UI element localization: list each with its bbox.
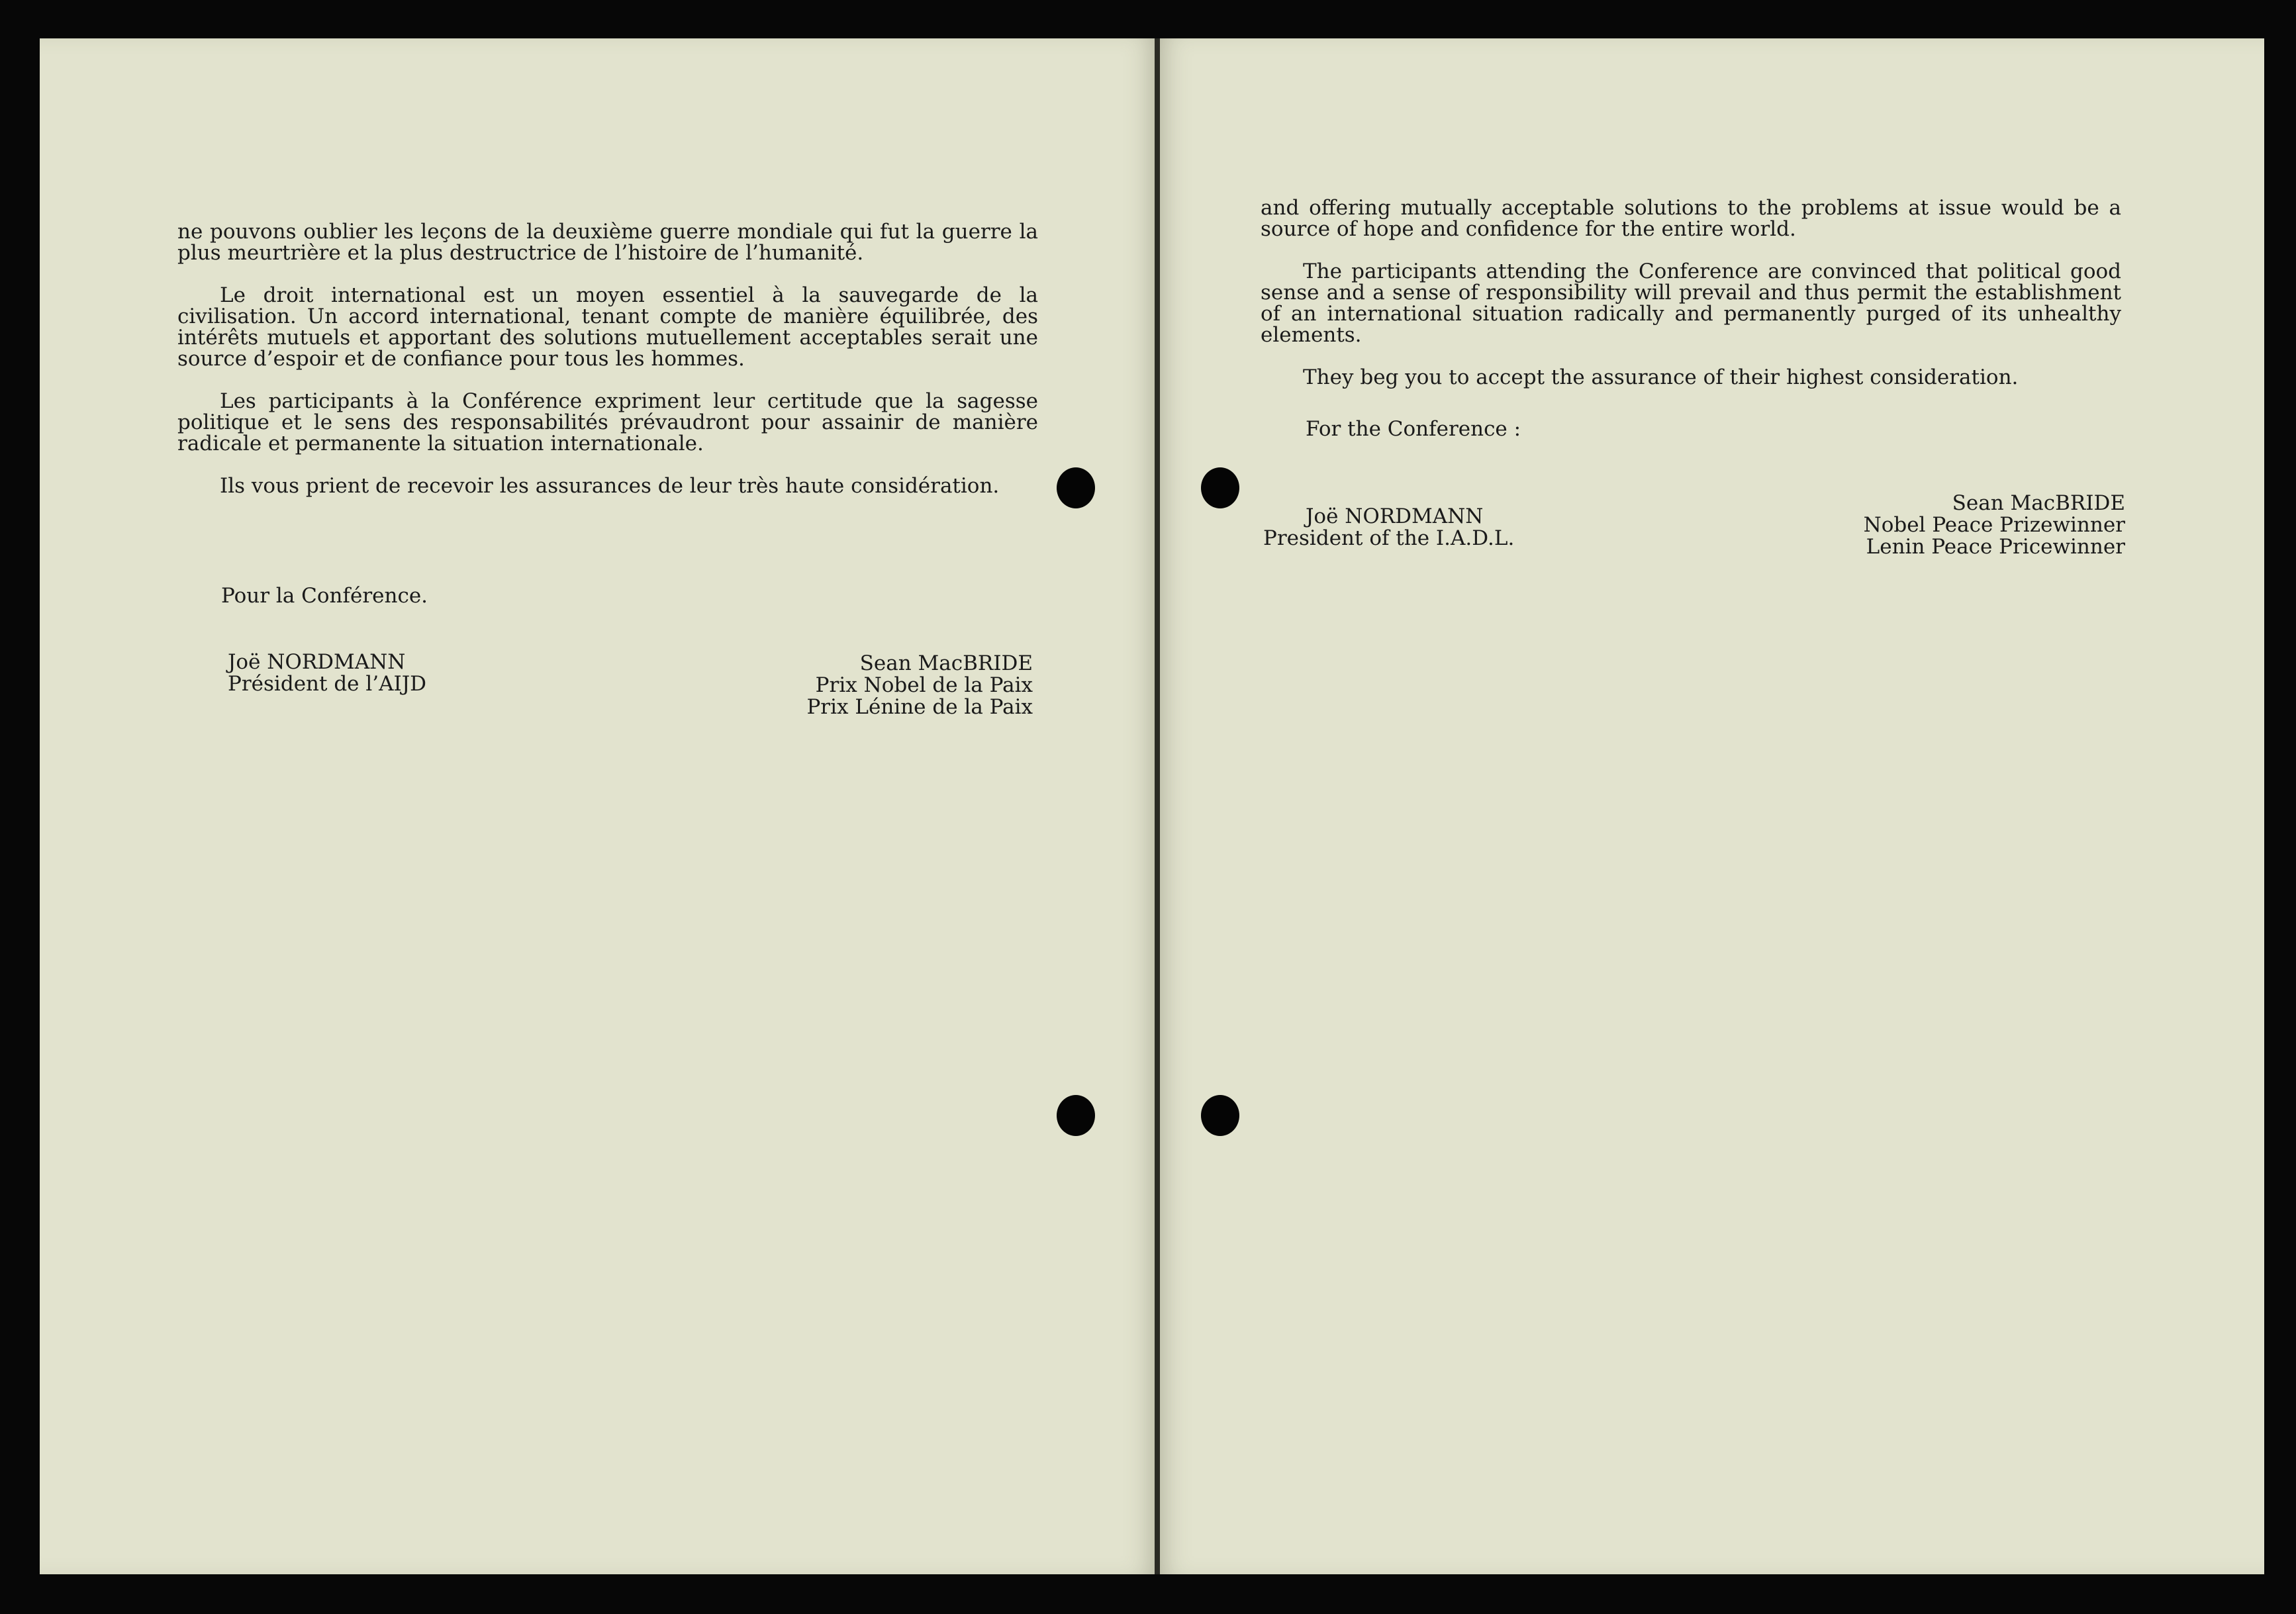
- signatory-title: Lenin Peace Pricewinner: [1866, 535, 2125, 559]
- left-paragraph-3: Les participants à la Conférence expriment leur certitude que la sagesse politique et le sens des responsabilités prévaudront pour assainir de manière radicale et permanente la situation internationale.: [177, 389, 1038, 455]
- binder-hole: [1201, 1095, 1239, 1136]
- signatory-title: Nobel Peace Prizewinner: [1863, 513, 2125, 537]
- signatory-title: Prix Nobel de la Paix: [815, 673, 1033, 697]
- left-paragraph-1: ne pouvons oublier les leçons de la deuxième guerre mondiale qui fut la guerre la plus meurtrière et la plus destructrice de l’histoire de l’humanité.: [177, 220, 1038, 265]
- binder-hole: [1057, 467, 1095, 508]
- left-text-block: [177, 221, 1038, 497]
- signatory-title: Président de l’AIJD: [228, 672, 427, 696]
- left-paragraph-4: Ils vous prient de recevoir les assurances de leur très haute considération.: [220, 474, 1000, 498]
- signatory-title: President of the I.A.D.L.: [1263, 526, 1515, 550]
- right-paragraph-2: The participants attending the Conference are convinced that political good sense and a sense of responsibility will prevail and thus permit the establishment of an international situation radically and permanently purged of its unhealthy elements.: [1261, 260, 2121, 347]
- signatory-name: Sean MacBRIDE: [859, 651, 1033, 675]
- left-signatory-nordmann: [228, 651, 426, 695]
- signatory-name: Joë NORDMANN: [228, 650, 406, 674]
- left-signatory-macbride: [741, 653, 1033, 718]
- binder-hole: [1057, 1095, 1095, 1136]
- right-signatory-nordmann: [1263, 506, 1514, 549]
- left-closing: Pour la Conférence.: [221, 584, 428, 608]
- right-paragraph-3: They beg you to accept the assurance of their highest consideration.: [1303, 365, 2019, 389]
- right-signatory-macbride: [1788, 493, 2125, 558]
- right-closing: For the Conference :: [1306, 417, 1521, 441]
- right-paragraph-1: and offering mutually acceptable solutions to the problems at issue would be a source of hope and confidence for the entire world.: [1261, 196, 2121, 241]
- binder-hole: [1201, 467, 1239, 508]
- signatory-name: Sean MacBRIDE: [1952, 491, 2125, 515]
- book-gutter: [1155, 38, 1160, 1574]
- signatory-name: Joë NORDMANN: [1306, 504, 1484, 528]
- signatory-title: Prix Lénine de la Paix: [806, 695, 1033, 719]
- left-paragraph-2: Le droit international est un moyen essentiel à la sauvegarde de la civilisation. Un accord international, tenant compte de manière équilibrée, des intérêts mutuels et apportant des solutions mutuellement acceptables serait une source d’espoir et de confiance pour tous les hommes.: [177, 283, 1038, 371]
- bleed-through-text: [781, 118, 1112, 140]
- right-text-block: [1261, 197, 2121, 388]
